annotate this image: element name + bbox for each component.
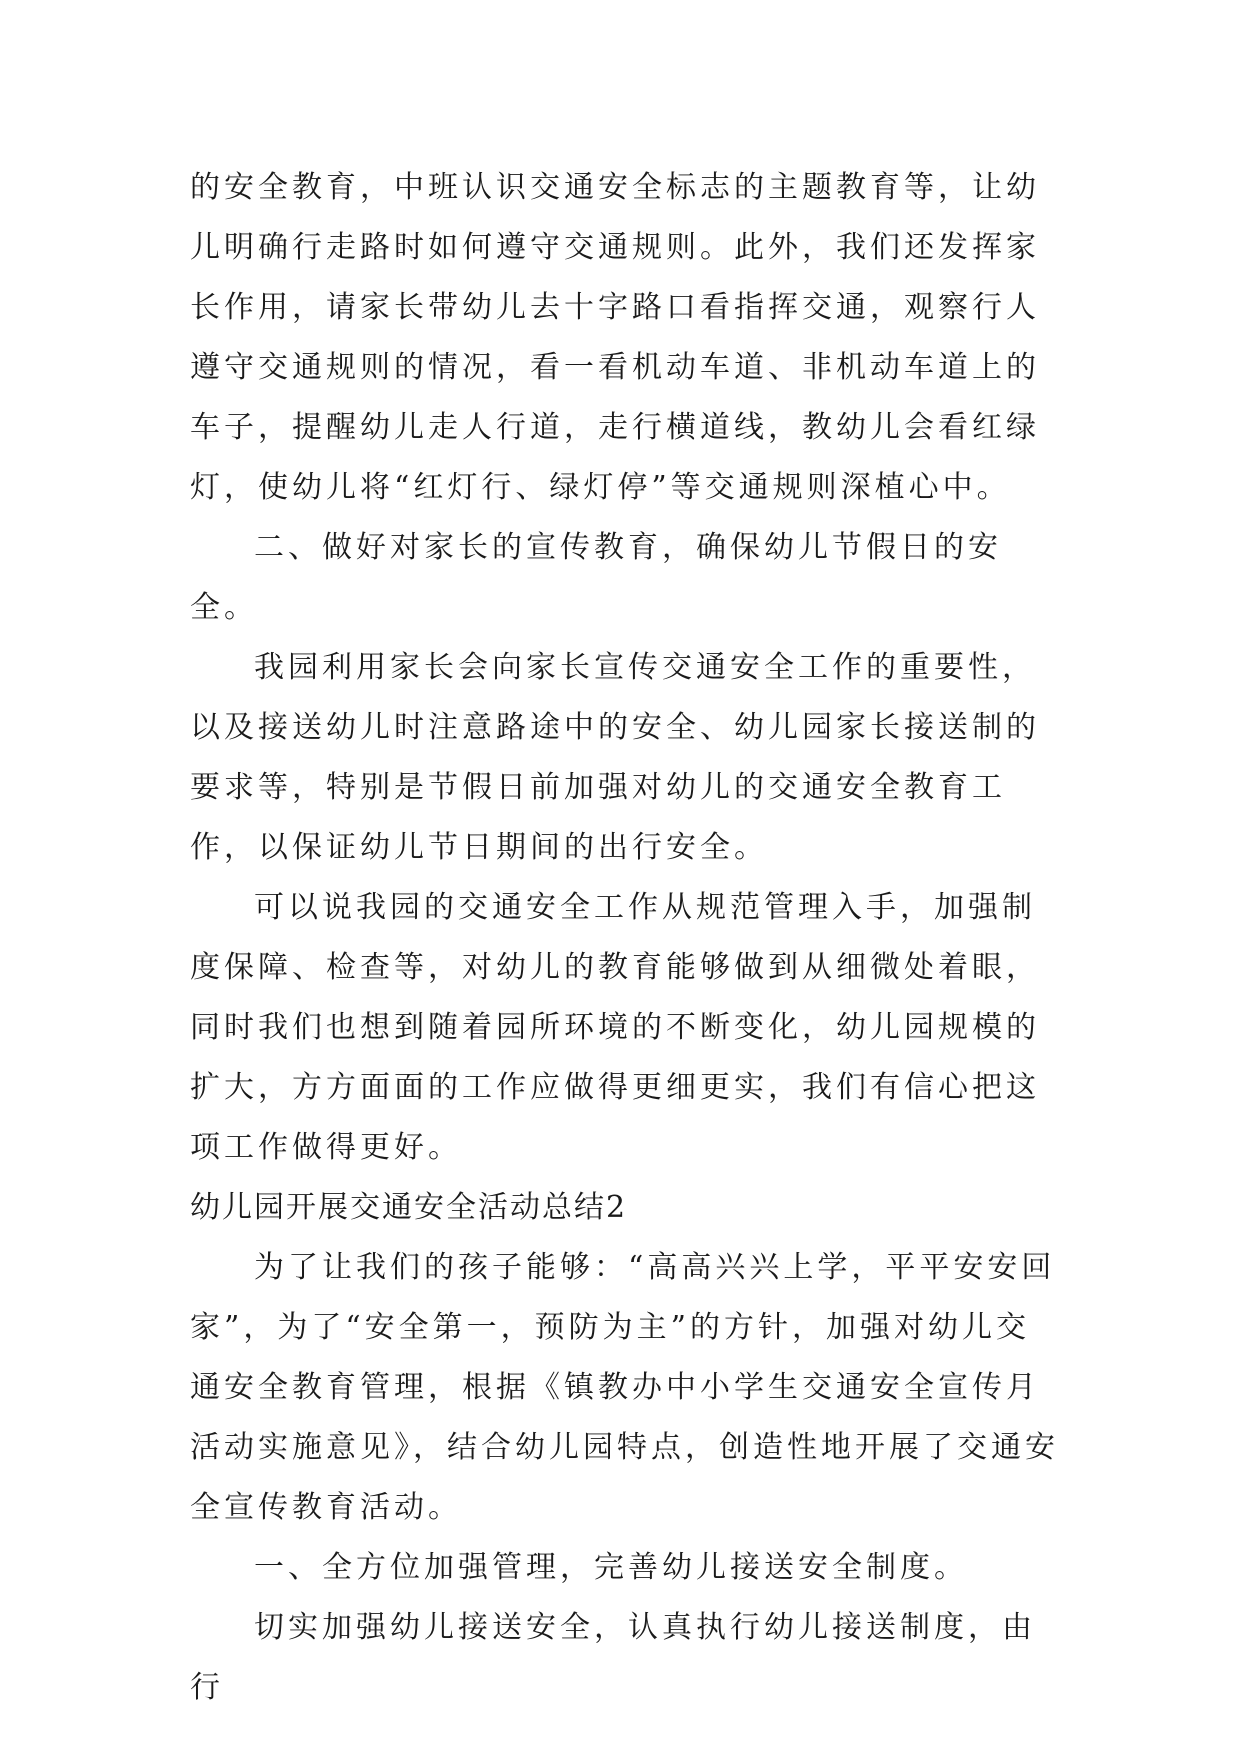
body-paragraph-continued: 的安全教育，中班认识交通安全标志的主题教育等，让幼儿明确行走路时如何遵守交通规则。此外，我们还发挥家长作用，请家长带幼儿去十字路口看指挥交通，观察行人遵守交通规则的情况，看一看机动车道、非机动车道上的车子，提醒幼儿走人行道，走行横道线，教幼儿会看红绿灯，使幼儿将“红灯行、绿灯停”等交通规则深植心中。	[190, 170, 1040, 505]
body-paragraph: 我园利用家长会向家长宣传交通安全工作的重要性，以及接送幼儿时注意路途中的安全、幼儿园家长接送制的要求等，特别是节假日前加强对幼儿的交通安全教育工作，以保证幼儿节日期间的出行安全。	[190, 650, 1040, 865]
document-title: 幼儿园开展交通安全活动总结2	[190, 1190, 628, 1225]
body-paragraph: 切实加强幼儿接送安全，认真执行幼儿接送制度，由行	[190, 1610, 1036, 1705]
body-paragraph: 为了让我们的孩子能够：“高高兴兴上学，平平安安回家”，为了“安全第一，预防为主”的方针，加强对幼儿交通安全教育管理，根据《镇教办中小学生交通安全宣传月活动实施意见》，结合幼儿园特点，创造性地开展了交通安全宣传教育活动。	[190, 1250, 1059, 1525]
body-paragraph: 可以说我园的交通安全工作从规范管理入手，加强制度保障、检查等，对幼儿的教育能够做到从细微处着眼，同时我们也想到随着园所环境的不断变化，幼儿园规模的扩大，方方面面的工作应做得更细更实，我们有信心把这项工作做得更好。	[190, 890, 1040, 1165]
document-body	[190, 158, 1060, 1718]
section-heading-2: 二、做好对家长的宣传教育，确保幼儿节假日的安全。	[190, 530, 1002, 625]
section-heading-1: 一、全方位加强管理，完善幼儿接送安全制度。	[254, 1550, 968, 1585]
